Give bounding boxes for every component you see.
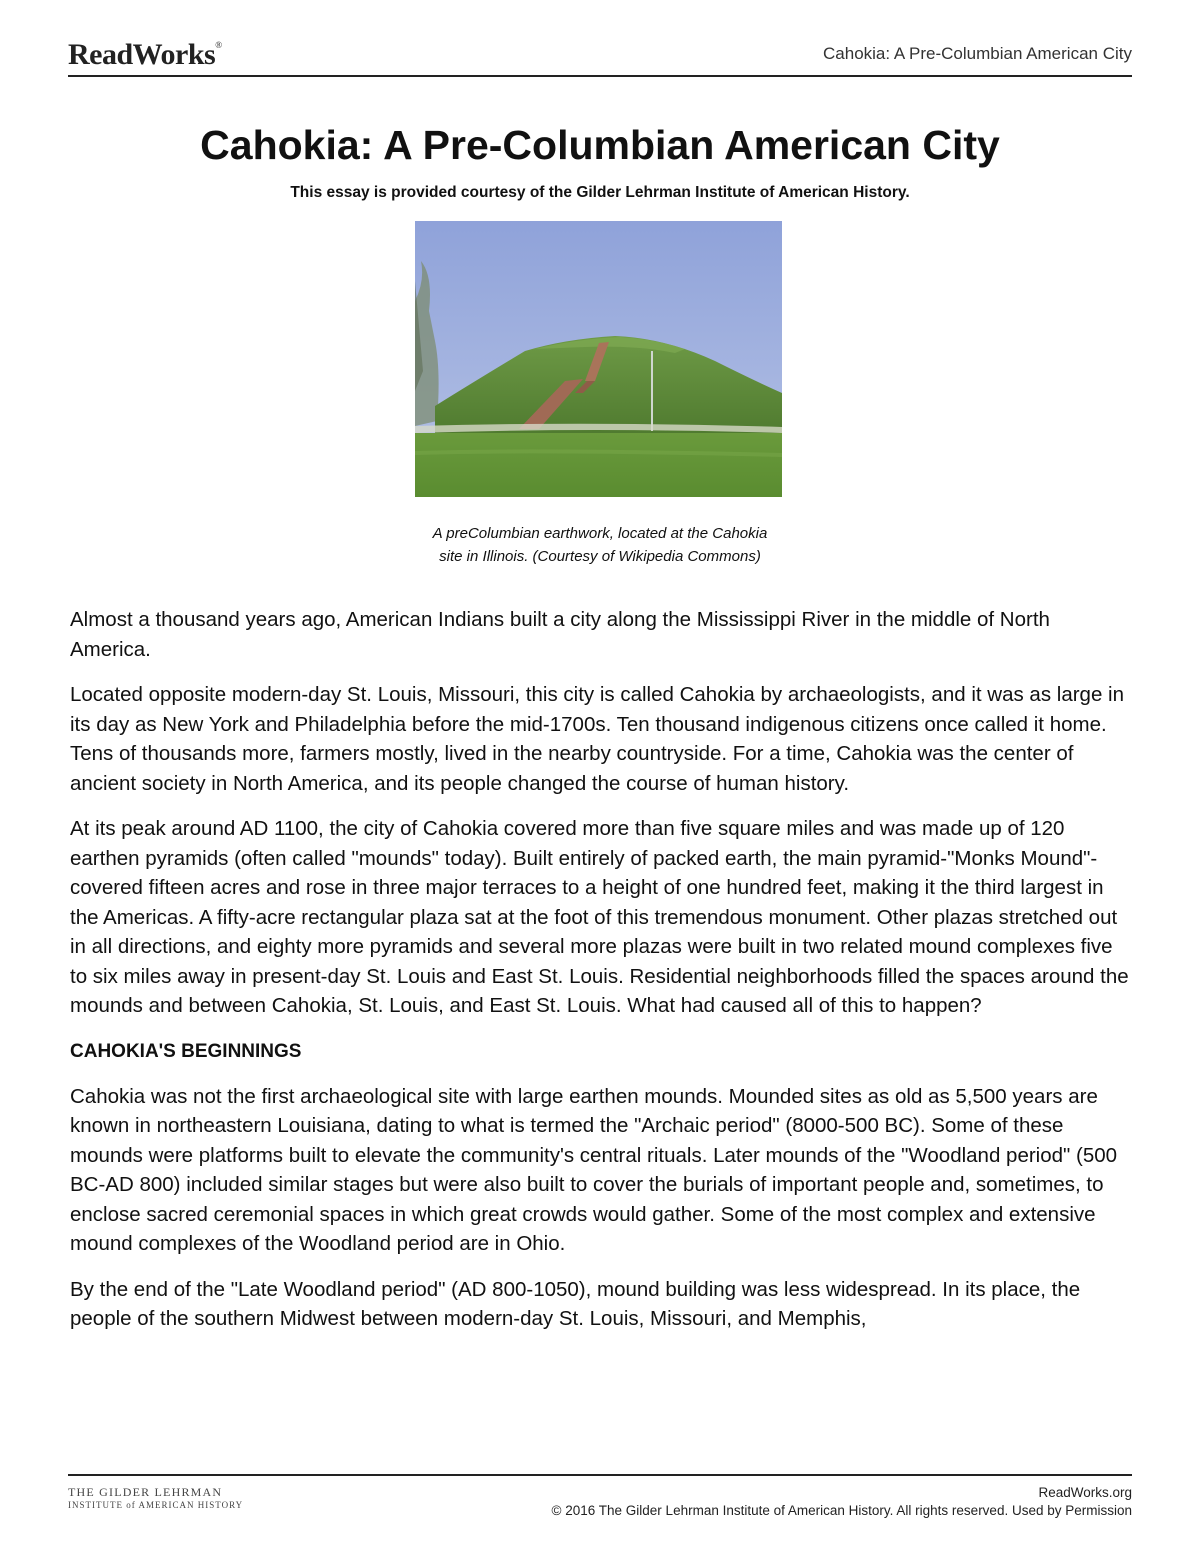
paragraph: By the end of the "Late Woodland period" (AD 800-1050), mound building was less widespread. In its place, the people of the southern Midwest between modern-day St. Louis, Missouri, and Memphis, (70, 1277, 1081, 1330)
running-title: Cahokia: A Pre-Columbian American City (823, 44, 1132, 63)
section-heading: CAHOKIA'S BEGINNINGS (70, 1040, 302, 1062)
page-footer (552, 1484, 1132, 1520)
gilder-lehrman-logo: THE GILDER LEHRMAN INSTITUTE of AMERICAN HISTORY (68, 1485, 244, 1510)
page-header (68, 38, 1132, 74)
cahokia-mound-photo (415, 221, 782, 497)
article-body (70, 605, 1132, 1350)
paragraph: Cahokia was not the first archaeological site with large earthen mounds. Mounded sites as old as 5,500 years are known in northeastern Louisiana, dating to what is termed the "Archaic period" (8000-500 BC). Some of these mounds were platforms built to elevate the community's central rituals. Later mounds of the "Woodland period" (500 BC-AD 800) included similar stages but were also built to cover the burials of important people and, sometimes, to enclose sacred ceremonial spaces in which great crowds would gather. Some of the most complex and extensive mound complexes of the Woodland period are in Ohio. (70, 1084, 1118, 1255)
figure-caption: A preColumbian earthwork, located at the Cahokia site in Illinois. (Courtesy of Wikipedia Commons) (432, 525, 768, 565)
paragraph: Located opposite modern-day St. Louis, Missouri, this city is called Cahokia by archaeologists, and it was as large in its day as New York and Philadelphia before the mid-1700s. Ten thousand indigenous citizens once called it home. Tens of thousands more, farmers mostly, lived in the nearby countryside. For a time, Cahokia was the center of ancient society in North America, and its people changed the course of human history. (70, 683, 1125, 795)
paragraph: Almost a thousand years ago, American Indians built a city along the Mississippi River in the middle of North America. (70, 608, 1050, 661)
footer-site: ReadWorks.org (1038, 1485, 1132, 1500)
paragraph: At its peak around AD 1100, the city of Cahokia covered more than five square miles and was made up of 120 earthen pyramids (often called "mounds" today). Built entirely of packed earth, the main pyramid-"Monks Mound"-covered fifteen acres and rose in three major terraces to a height of one hundred feet, making it the third largest in the Americas. A fifty-acre rectangular plaza sat at the foot of this tremendous monument. Other plazas stretched out in all directions, and eighty more pyramids and several more plazas were built in two related mound complexes five to six miles away in present-day St. Louis and East St. Louis. Residential neighborhoods filled the spaces around the mounds and between Cahokia, St. Louis, and East St. Louis. What had caused all of this to happen? (70, 817, 1129, 1017)
footer-copyright: © 2016 The Gilder Lehrman Institute of American History. All rights reserved. Used by Permission (551, 1503, 1132, 1518)
courtesy-line: This essay is provided courtesy of the Gilder Lehrman Institute of American History. (290, 184, 910, 201)
footer-divider (68, 1474, 1132, 1476)
header-divider (68, 75, 1132, 77)
readworks-logo: ReadWorks® (68, 38, 222, 71)
page-title: Cahokia: A Pre-Columbian American City (200, 122, 1000, 168)
